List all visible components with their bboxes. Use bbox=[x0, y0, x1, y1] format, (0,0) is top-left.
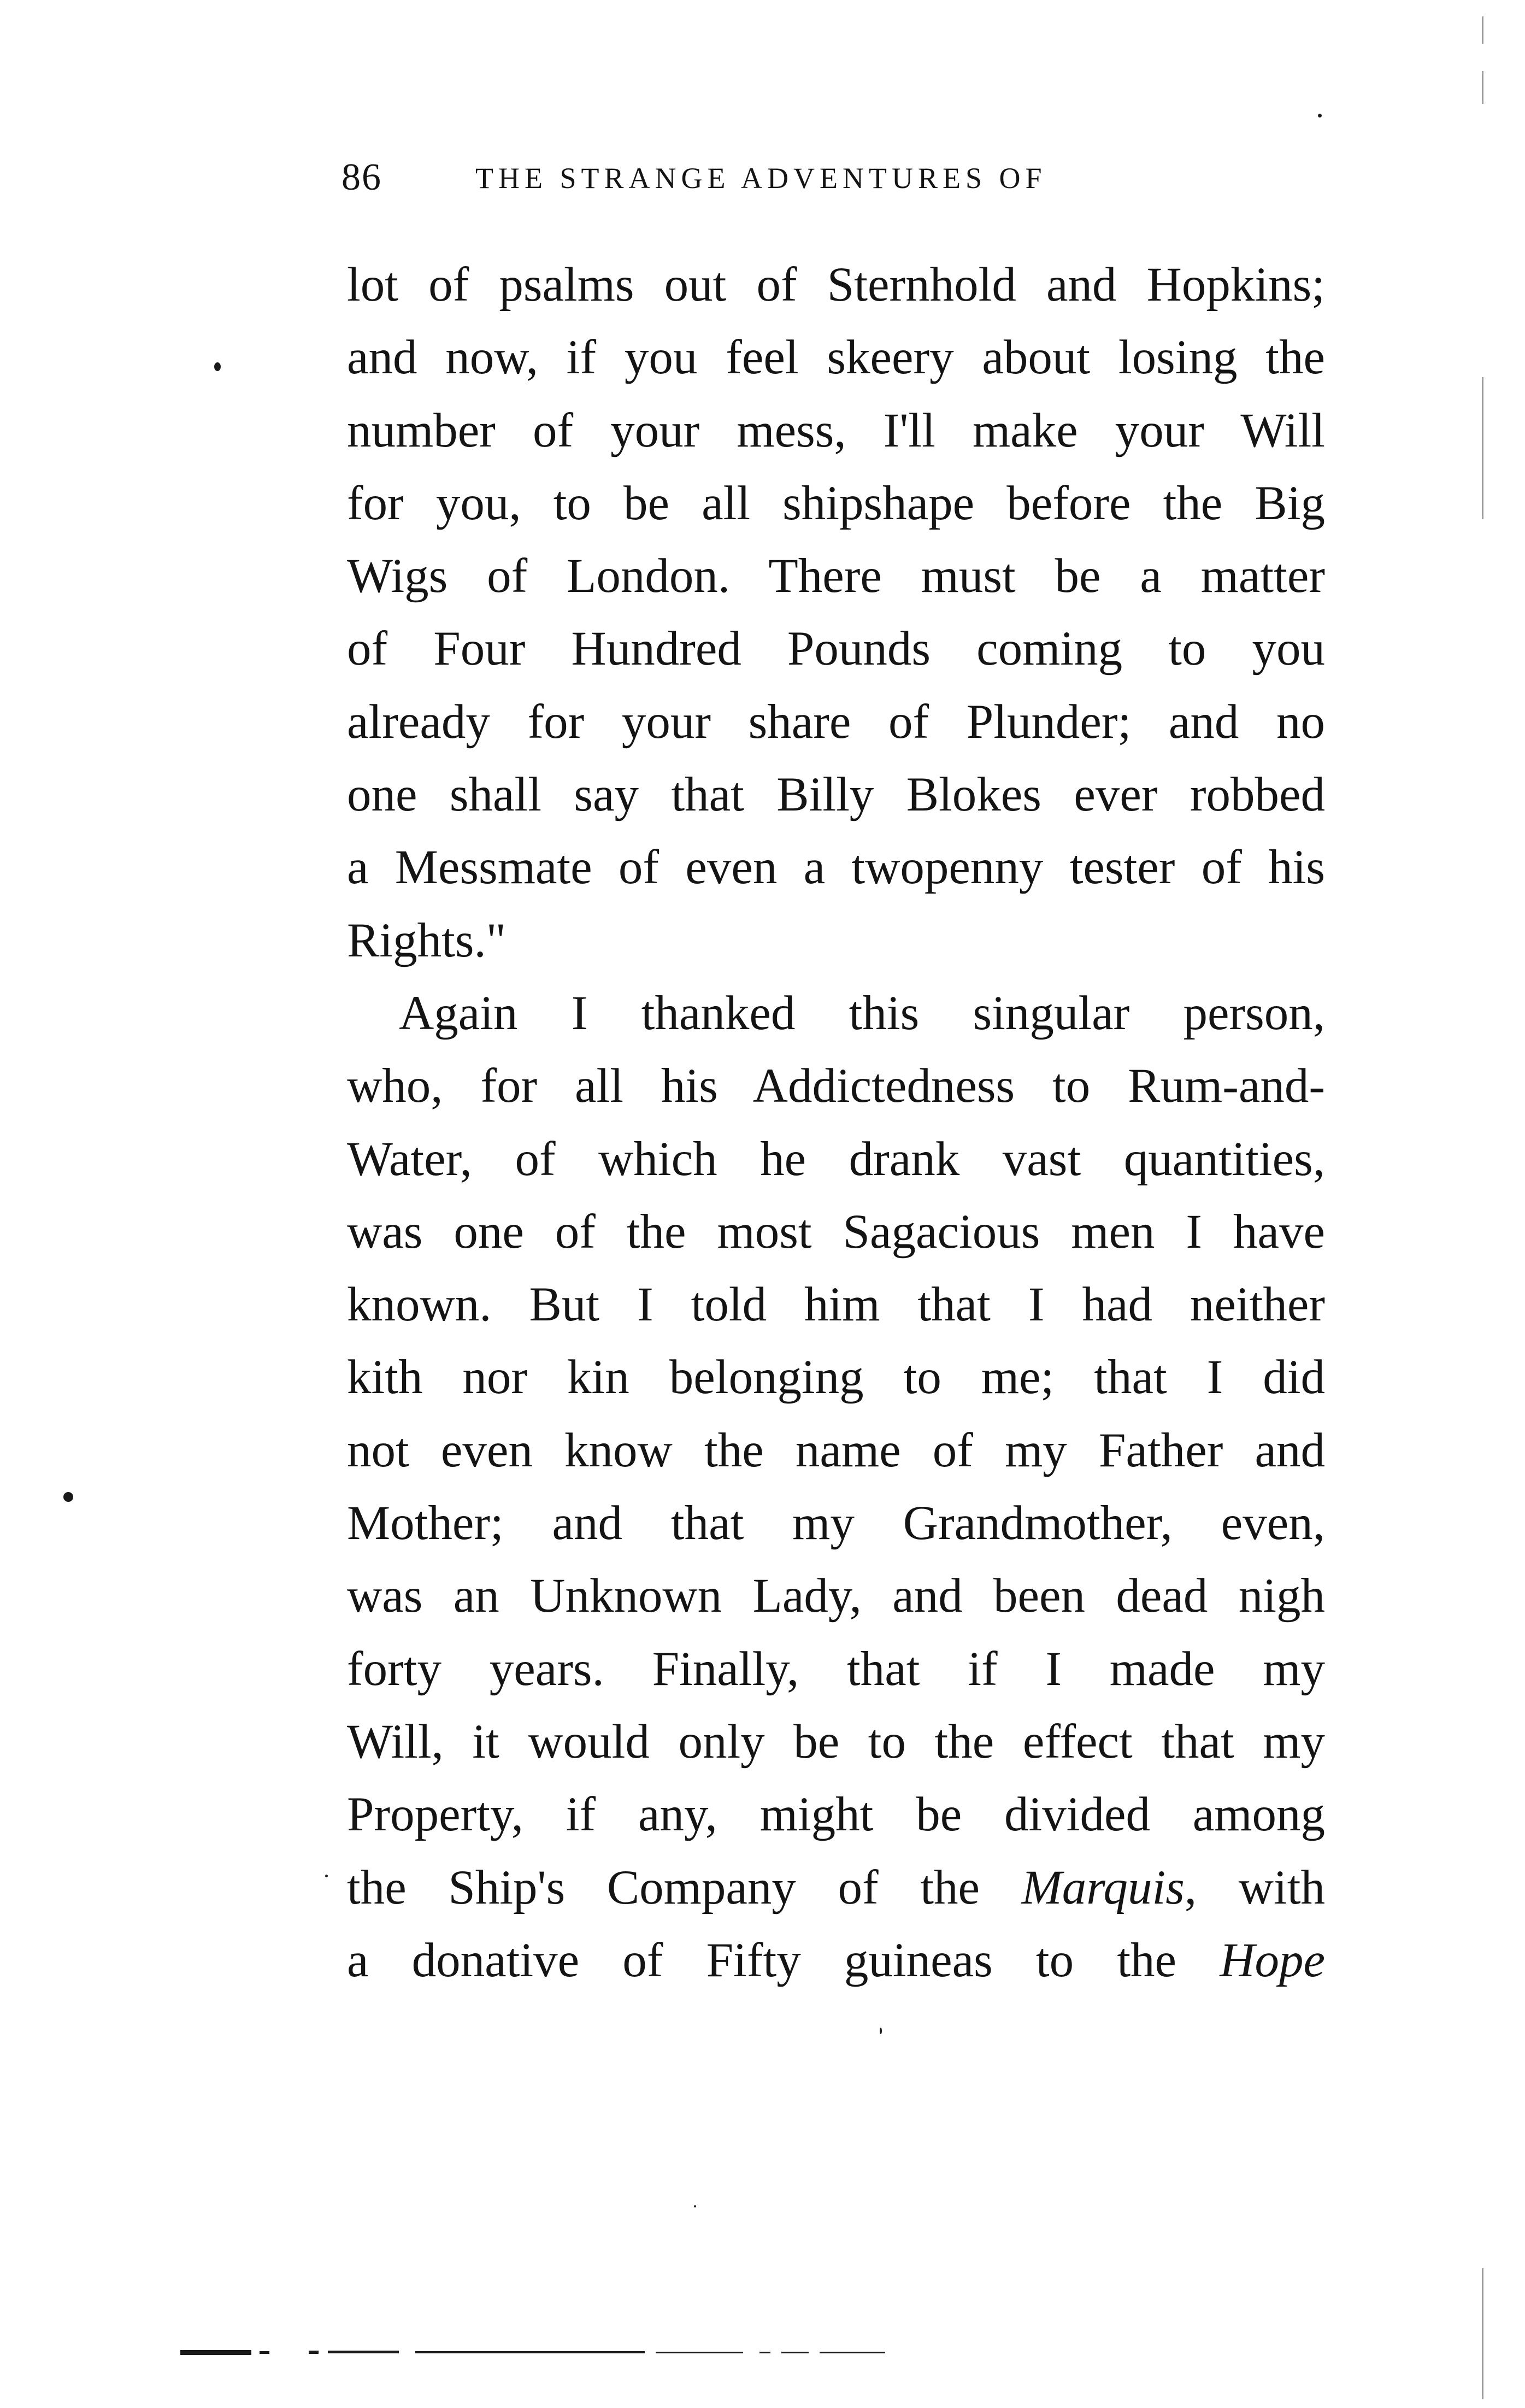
margin-speck bbox=[214, 362, 221, 371]
text-line-hope bbox=[347, 1924, 1325, 1997]
margin-speck bbox=[1318, 114, 1322, 118]
page-edge-mark bbox=[1482, 71, 1483, 104]
text-line: already for your share of Plunder; and no bbox=[347, 695, 1325, 749]
text-line-marquis bbox=[347, 1852, 1325, 1924]
bottom-rule-segment bbox=[309, 2351, 319, 2354]
margin-speck bbox=[63, 1492, 73, 1502]
body-text bbox=[347, 249, 1325, 1997]
paragraph-first-line: Again I thanked this singular person, bbox=[399, 986, 1325, 1040]
paragraph-end-line: Rights." bbox=[347, 913, 507, 967]
ship-name-italic: Hope bbox=[1220, 1933, 1325, 1987]
margin-speck bbox=[880, 2028, 882, 2034]
text-line: Will, it would only be to the effect that my bbox=[347, 1714, 1325, 1769]
bottom-rule-segment bbox=[180, 2350, 251, 2355]
bottom-rule-segment bbox=[781, 2352, 809, 2353]
text-line: known. But I told him that I had neither bbox=[347, 1278, 1325, 1332]
text-line: forty years. Finally, that if I made my bbox=[347, 1642, 1325, 1696]
bottom-rule-segment bbox=[759, 2352, 770, 2353]
page-number: 86 bbox=[341, 156, 382, 198]
text-line: Mother; and that my Grandmother, even, bbox=[347, 1496, 1325, 1550]
text-line: number of your mess, I'll make your Will bbox=[347, 403, 1325, 457]
text-line: Property, if any, might be divided among bbox=[347, 1788, 1325, 1842]
bottom-rule-segment bbox=[328, 2351, 399, 2353]
text-segment: a donative of Fifty guineas to the bbox=[347, 1933, 1220, 1987]
text-line: who, for all his Addictedness to Rum-and- bbox=[347, 1059, 1325, 1113]
margin-speck bbox=[694, 2205, 696, 2207]
bottom-rule-segment bbox=[656, 2352, 743, 2353]
text-line: Water, of which he drank vast quantities, bbox=[347, 1132, 1325, 1186]
bottom-rule-segment bbox=[415, 2351, 645, 2353]
page-edge-mark bbox=[1482, 377, 1483, 519]
margin-speck bbox=[325, 1875, 328, 1877]
text-line: kith nor kin belonging to me; that I did bbox=[347, 1350, 1325, 1405]
page-edge-mark bbox=[1482, 16, 1483, 44]
text-line: not even know the name of my Father and bbox=[347, 1423, 1325, 1477]
text-line: and now, if you feel skeery about losing the bbox=[347, 331, 1325, 385]
text-line: was one of the most Sagacious men I have bbox=[347, 1205, 1325, 1259]
ship-name-italic: Marquis bbox=[1021, 1860, 1185, 1914]
text-segment: , with bbox=[1184, 1860, 1325, 1914]
text-line: one shall say that Billy Blokes ever robbed bbox=[347, 768, 1325, 822]
bottom-rule-segment bbox=[820, 2352, 885, 2353]
page-edge-mark bbox=[1482, 2268, 1483, 2399]
running-head bbox=[341, 156, 1325, 205]
text-line: of Four Hundred Pounds coming to you bbox=[347, 622, 1325, 676]
bottom-rule-segment bbox=[260, 2351, 269, 2354]
text-line: a Messmate of even a twopenny tester of his bbox=[347, 841, 1325, 895]
text-line: was an Unknown Lady, and been dead nigh bbox=[347, 1569, 1325, 1623]
running-title: THE STRANGE ADVENTURES OF bbox=[475, 162, 1047, 195]
text-segment: the Ship's Company of the bbox=[347, 1860, 1022, 1914]
text-line: Wigs of London. There must be a matter bbox=[347, 549, 1325, 603]
text-line: lot of psalms out of Sternhold and Hopkins; bbox=[347, 258, 1325, 312]
text-line: for you, to be all shipshape before the Big bbox=[347, 476, 1325, 530]
